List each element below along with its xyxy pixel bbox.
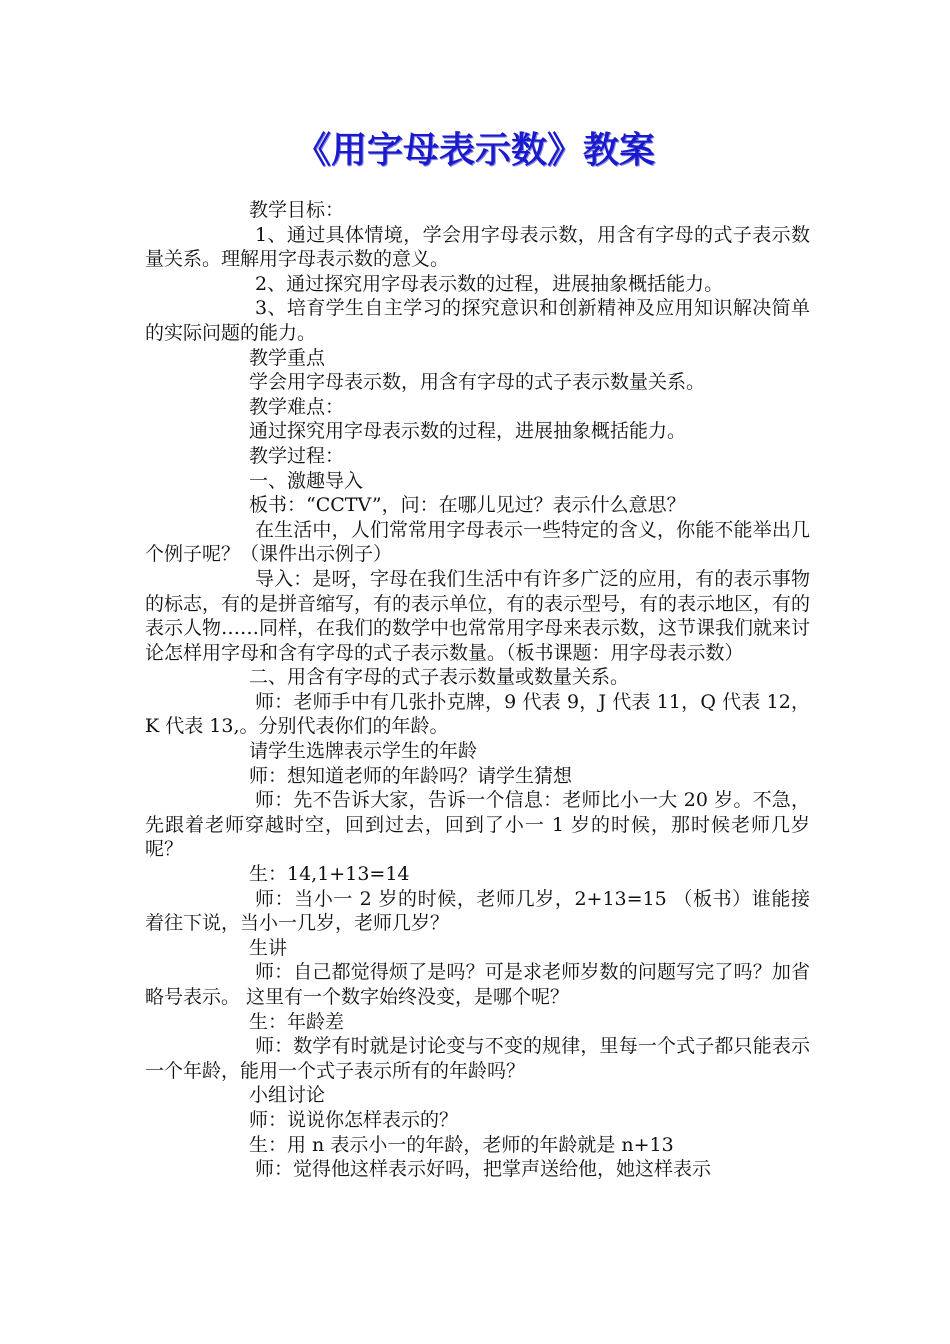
paragraph: 学会用字母表示数，用含有字母的式子表示数量关系。 [249,371,706,394]
paragraph: 板书：“CCTV”，问：在哪儿见过？表示什么意思？ [249,494,686,517]
document-title: 《用字母表示数》教案 [294,129,655,171]
paragraph: 师：自己都觉得烦了是吗？可是求老师岁数的问题写完了吗？加省略号表示。 这里有一个数字始终没变，是哪个呢？ [145,961,810,1008]
paragraph: 2、通过探究用字母表示数的过程，进展抽象概括能力。 [255,272,724,295]
paragraph: 教学重点 [249,346,326,369]
paragraph: 师：想知道老师的年龄吗？请学生猜想 [249,764,573,787]
paragraph: 教学过程： [249,444,345,467]
paragraph: 二、用含有字母的式子表示数量或数量关系。 [249,666,630,689]
paragraph: 小组讨论 [249,1084,326,1107]
paragraph: 师：数学有时就是讨论变与不变的规律，里每一个式子都只能表示一个年龄，能用一个式子表示所有的年龄吗？ [145,1035,810,1082]
paragraph: 教学难点： [249,395,345,418]
paragraph: 师：老师手中有几张扑克牌，9 代表 9，J 代表 11，Q 代表 12，K 代表 13,。分别代表你们的年龄。 [145,690,810,738]
paragraph: 生：年龄差 [249,1010,345,1033]
paragraph: 通过探究用字母表示数的过程，进展抽象概括能力。 [249,420,687,443]
paragraph: 师：先不告诉大家，告诉一个信息：老师比小一大 20 岁。不急，先跟着老师穿越时空，回到过去，回到了小一 1 岁的时候，那时候老师几岁呢？ [145,789,810,861]
paragraph: 一、激趣导入 [249,469,364,492]
paragraph: 师：觉得他这样表示好吗，把掌声送给他，她这样表示 [255,1158,712,1181]
paragraph: 生：14,1+13=14 [249,863,410,886]
paragraph: 师：当小一 2 岁的时候，老师几岁，2+13=15 （板书）谁能接着往下说，当小一几岁，老师几岁？ [145,887,810,935]
paragraph: 1、通过具体情境，学会用字母表示数，用含有字母的式子表示数量关系。理解用字母表示数的意义。 [145,223,810,271]
paragraph: 在生活中，人们常常用字母表示一些特定的含义，你能不能举出几个例子呢？（课件出示例子） [145,518,810,566]
paragraph: 教学目标： [249,199,345,221]
paragraph: 导入：是呀，字母在我们生活中有许多广泛的应用，有的表示事物的标志，有的是拼音缩写，有的表示单位，有的表示型号，有的表示地区，有的表示人物……同样，在我们的数学中也常常用字母来表示数，这节课我们就来讨论怎样用字母和含有字母的式子表示数量。（板书课题：用字母表示数） [145,567,811,664]
paragraph: 生：用 n 表示小一的年龄，老师的年龄就是 n+13 [249,1133,674,1156]
paragraph: 请学生选牌表示学生的年龄 [249,740,478,763]
paragraph: 师：说说你怎样表示的？ [249,1108,459,1131]
paragraph: 生讲 [249,936,288,959]
paragraph: 3、培育学生自主学习的探究意识和创新精神及应用知识解决简单的实际问题的能力。 [145,297,810,344]
document-body [145,198,810,1182]
